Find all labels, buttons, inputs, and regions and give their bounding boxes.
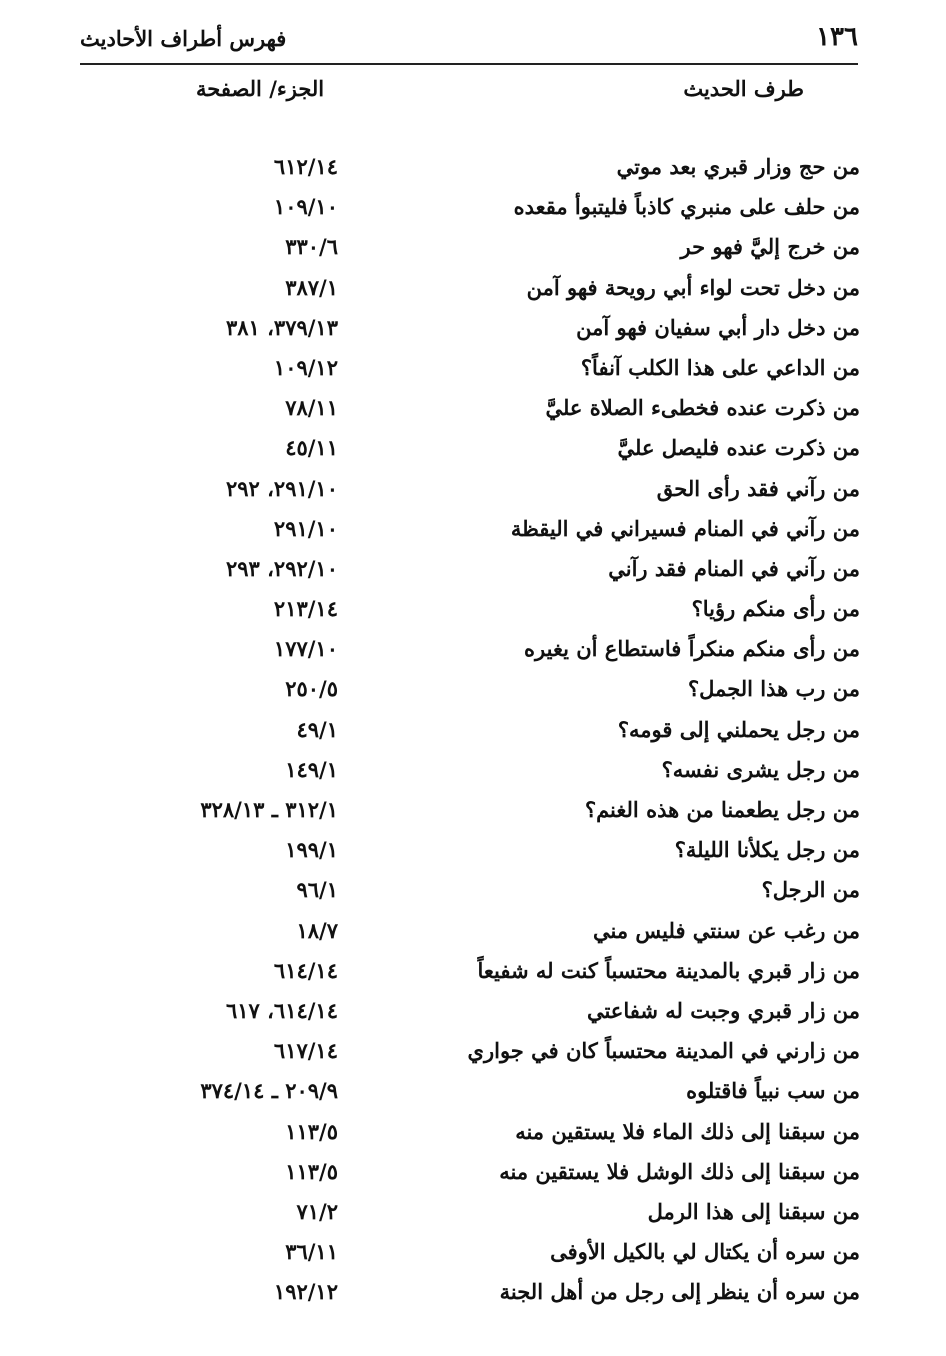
- index-list: [0, 152, 946, 1317]
- volume-page-reference: ١٩٩/١: [285, 837, 338, 863]
- index-entry: [0, 875, 946, 915]
- hadith-opening-text: من سبقنا إلى ذلك الوشل فلا يستقين منه: [499, 1158, 860, 1184]
- index-entry: [0, 474, 946, 514]
- index-entry: [0, 393, 946, 433]
- index-entry: [0, 232, 946, 272]
- hadith-opening-text: من رأى منكم رؤيا؟: [691, 596, 860, 622]
- volume-page-reference: ٣٦/١١: [285, 1239, 338, 1265]
- hadith-opening-text: من رجل يشرى نفسه؟: [661, 756, 860, 782]
- index-entry: [0, 594, 946, 634]
- volume-page-reference: ١٤٩/١: [285, 756, 338, 782]
- volume-page-reference: ٩٦/١: [296, 877, 338, 903]
- volume-page-reference: ٧٨/١١: [285, 395, 338, 421]
- header-rule: [80, 63, 858, 65]
- volume-page-reference: ٣٣٠/٦: [285, 234, 338, 260]
- index-entry: [0, 554, 946, 594]
- index-entry: [0, 192, 946, 232]
- hadith-opening-text: من الرجل؟: [761, 877, 860, 903]
- index-entry: [0, 1117, 946, 1157]
- volume-page-reference: ٢٠٩/٩ ـ ٣٧٤/١٤: [200, 1078, 338, 1104]
- volume-page-reference: ٢٥٠/٥: [285, 676, 338, 702]
- hadith-opening-text: من رغب عن سنتي فليس مني: [592, 917, 860, 943]
- hadith-opening-text: من سبقنا إلى هذا الرمل: [647, 1198, 860, 1224]
- index-entry: [0, 353, 946, 393]
- hadith-opening-text: من رآني في المنام فسيراني في اليقظة: [510, 515, 860, 541]
- hadith-opening-text: من سره أن يكتال لي بالكيل الأوفى: [550, 1239, 860, 1265]
- volume-page-reference: ٦١٤/١٤: [273, 957, 338, 983]
- index-entry: [0, 795, 946, 835]
- column-header-reference: الجزء/ الصفحة: [196, 76, 325, 101]
- hadith-opening-text: من زارني في المدينة محتسباً كان في جواري: [467, 1038, 860, 1064]
- hadith-opening-text: من رأى منكم منكراً فاستطاع أن يغيره: [524, 636, 860, 662]
- hadith-opening-text: من رب هذا الجمل؟: [688, 676, 860, 702]
- index-entry: [0, 1036, 946, 1076]
- running-title: فهرس أطراف الأحاديث: [80, 26, 287, 51]
- index-entry: [0, 996, 946, 1036]
- page-number: ١٣٦: [816, 22, 858, 52]
- index-entry: [0, 1197, 946, 1237]
- index-entry: [0, 755, 946, 795]
- volume-page-reference: ٤٩/١: [296, 716, 338, 742]
- volume-page-reference: ٢٩٢/١٠، ٢٩٣: [225, 555, 338, 581]
- hadith-opening-text: من خرج إليَّ فهو حر: [680, 234, 860, 260]
- index-entry: [0, 433, 946, 473]
- hadith-opening-text: من الداعي على هذا الكلب آنفاً؟: [580, 354, 860, 380]
- hadith-opening-text: من رجل يكلأنا الليلة؟: [674, 837, 860, 863]
- column-header-hadith: طرف الحديث: [683, 76, 804, 101]
- volume-page-reference: ١٠٩/١٠: [273, 194, 338, 220]
- hadith-opening-text: من رآني في المنام فقد رآني: [608, 555, 860, 581]
- hadith-opening-text: من سبقنا إلى ذلك الماء فلا يستقين منه: [515, 1118, 860, 1144]
- volume-page-reference: ١٩٢/١٢: [273, 1279, 338, 1305]
- index-entry: [0, 956, 946, 996]
- index-entry: [0, 1157, 946, 1197]
- index-entry: [0, 916, 946, 956]
- volume-page-reference: ٧١/٢: [296, 1198, 338, 1224]
- index-entry: [0, 313, 946, 353]
- hadith-opening-text: من سب نبياً فاقتلوه: [686, 1078, 860, 1104]
- hadith-opening-text: من رجل يحملني إلى قومه؟: [617, 716, 860, 742]
- hadith-opening-text: من زار قبري بالمدينة محتسباً كنت له شفيعاً: [477, 957, 860, 983]
- index-entry: [0, 715, 946, 755]
- volume-page-reference: ٦١٤/١٤، ٦١٧: [225, 997, 338, 1023]
- volume-page-reference: ٦١٢/١٤: [273, 154, 338, 179]
- volume-page-reference: ١٨/٧: [296, 917, 338, 943]
- volume-page-reference: ٤٥/١١: [285, 435, 338, 461]
- hadith-opening-text: من حلف على منبري كاذباً فليتبوأ مقعده: [513, 194, 860, 220]
- volume-page-reference: ١١٣/٥: [285, 1158, 338, 1184]
- hadith-opening-text: من رآني فقد رأى الحق: [656, 475, 860, 501]
- volume-page-reference: ١٠٩/١٢: [273, 354, 338, 380]
- running-header: [80, 22, 858, 58]
- volume-page-reference: ٢١٣/١٤: [273, 596, 338, 622]
- volume-page-reference: ١١٣/٥: [285, 1118, 338, 1144]
- index-entry: [0, 152, 946, 192]
- hadith-opening-text: من دخل تحت لواء أبي رويحة فهو آمن: [526, 274, 860, 300]
- index-entry: [0, 1076, 946, 1116]
- hadith-opening-text: من سره أن ينظر إلى رجل من أهل الجنة: [499, 1279, 860, 1305]
- index-entry: [0, 1237, 946, 1277]
- index-entry: [0, 514, 946, 554]
- index-entry: [0, 674, 946, 714]
- volume-page-reference: ٢٩١/١٠، ٢٩٢: [225, 475, 338, 501]
- volume-page-reference: ٢٩١/١٠: [273, 515, 338, 541]
- hadith-opening-text: من ذكرت عنده فليصل عليَّ: [617, 435, 860, 461]
- volume-page-reference: ١٧٧/١٠: [273, 636, 338, 662]
- index-entry: [0, 634, 946, 674]
- hadith-opening-text: من حج وزار قبري بعد موتي: [616, 154, 860, 179]
- index-entry: [0, 273, 946, 313]
- index-entry: [0, 835, 946, 875]
- volume-page-reference: ٣١٢/١ ـ ٣٢٨/١٣: [200, 797, 338, 822]
- volume-page-reference: ٦١٧/١٤: [273, 1038, 338, 1064]
- hadith-opening-text: من دخل دار أبي سفيان فهو آمن: [576, 314, 860, 340]
- volume-page-reference: ٣٨٧/١: [285, 274, 338, 300]
- hadith-opening-text: من رجل يطعمنا من هذه الغنم؟: [584, 797, 860, 822]
- volume-page-reference: ٣٧٩/١٣، ٣٨١: [225, 314, 338, 340]
- index-entry: [0, 1277, 946, 1317]
- hadith-opening-text: من زار قبري وجبت له شفاعتي: [586, 997, 860, 1023]
- hadith-opening-text: من ذكرت عنده فخطىء الصلاة عليَّ: [545, 395, 860, 421]
